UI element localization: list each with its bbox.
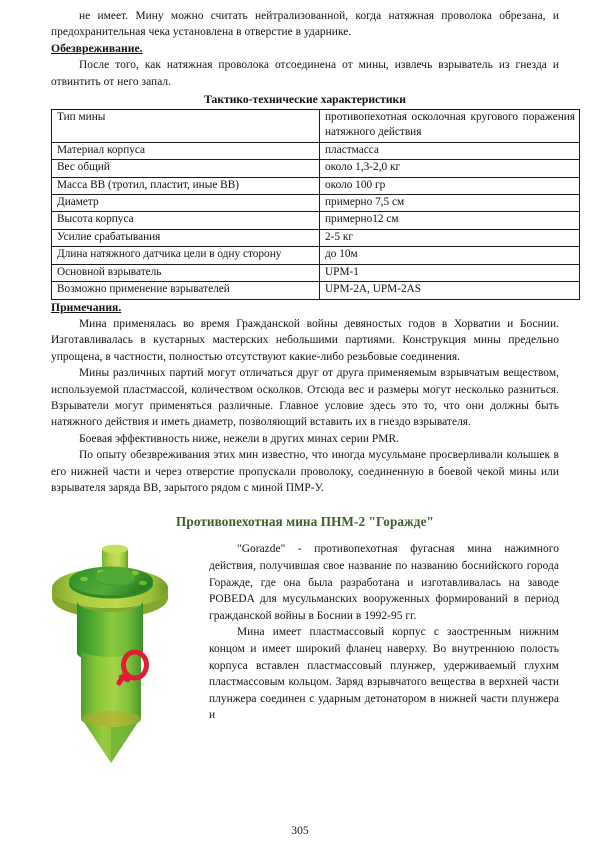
mine-illustration — [39, 541, 209, 769]
table-row — [52, 142, 580, 159]
table-cell-value: UPM-1 — [320, 264, 580, 281]
paragraph-intro-2: После того, как натяжная проволока отсоединена от мины, извлечь взрыватель из гнезда и отвинтить от него запал. — [51, 59, 559, 88]
table-cell-value: противопехотная осколочная кругового поражения натяжного действия — [320, 110, 580, 143]
bolt-bump — [80, 577, 88, 582]
paragraph-notes-2: Мины различных партий могут отличаться друг от друга применяемым взрывчатым веществом, используемой пластмассой, количеством осколков. Отсюда вес и размеры могут несколько разниться. Взрыватели могут применяться различные. Главное условие здесь это то, что они должны быть натяжного действия и иметь диаметр, позволяющий вставить их в гнездо взрывателя. — [51, 367, 559, 429]
paragraph-notes-1: Мина применялась во время Гражданской войны девяностых годов в Хорватии и Боснии. Изготавливалась в кустарных мастерских небольшими партиями. Конструкция мины предельно упрощена, в частности, полностью отсутствуют какие-либо резьбовые соединения. — [51, 317, 559, 363]
specs-table — [51, 109, 580, 299]
table-row — [52, 110, 580, 143]
table-cell-key: Длина натяжного датчика цели в одну сторону — [52, 247, 320, 264]
table-row — [52, 282, 580, 299]
table-cell-value: 2-5 кг — [320, 229, 580, 246]
table-cell-value: пластмасса — [320, 142, 580, 159]
paragraph-section-1: "Gorazde" - противопехотная фугасная мина нажимного действия, получившая свое название по названию боснийского города Горажде, где она была разработана и изготавливалась на заводе POBEDA для мусульманских вооруженных формирований в период гражданской войны в Боснии в 1992-95 гг. — [209, 543, 559, 622]
table-row — [52, 195, 580, 212]
table-cell-value: до 10м — [320, 247, 580, 264]
heading-notes: Примечания. — [51, 300, 122, 314]
section-body — [51, 541, 559, 771]
heading-defuse: Обезвреживание. — [51, 41, 143, 55]
mine-diagram-svg — [39, 541, 209, 769]
table-row — [52, 160, 580, 177]
mine-body-lower — [81, 649, 141, 727]
paragraph-intro-1: не имеет. Мину можно считать нейтрализованной, когда натяжная проволока обрезана, и предохранительная чека установлена в отверстие в ударнике. — [51, 10, 559, 39]
table-row — [52, 247, 580, 264]
table-caption: Тактико-технические характеристики — [204, 93, 406, 107]
table-row — [52, 212, 580, 229]
section-heading-pnm2: Противопехотная мина ПНМ-2 "Горажде" — [176, 514, 434, 530]
table-row — [52, 177, 580, 194]
table-cell-value: около 100 гр — [320, 177, 580, 194]
table-cell-key: Возможно применение взрывателей — [52, 282, 320, 299]
section-text-column — [209, 541, 559, 724]
table-row — [52, 264, 580, 281]
table-cell-key: Тип мины — [52, 110, 320, 143]
table-cell-key: Масса ВВ (тротил, пластит, иные ВВ) — [52, 177, 320, 194]
table-cell-key: Усилие срабатывания — [52, 229, 320, 246]
table-cell-value: около 1,3-2,0 кг — [320, 160, 580, 177]
bolt-bump — [139, 581, 147, 586]
table-cell-value: UPM-2A, UPM-2AS — [320, 282, 580, 299]
table-row — [52, 229, 580, 246]
page-number: 305 — [291, 824, 309, 837]
table-cell-key: Высота корпуса — [52, 212, 320, 229]
table-cell-key: Материал корпуса — [52, 142, 320, 159]
paragraph-notes-3: Боевая эффективность ниже, нежели в других минах серии PMR. — [79, 432, 399, 445]
table-cell-value: примерно12 см — [320, 212, 580, 229]
paragraph-notes-4: По опыту обезвреживания этих мин известно, что иногда мусульмане просверливали колышек в его нижней части и через отверстие пропускали проволоку, соединенную в боевой чекой мины или взрывателя заряда ВВ, зарытого рядом с миной ПМР-У. — [51, 449, 559, 494]
flange-group — [52, 567, 168, 619]
paragraph-section-2: Мина имеет пластмассовый корпус с заостренным нижним концом и имеет широкий фланец наверху. Во внутреннюю полость корпуса вставлен пластмассовый плунжер, удерживаемый глухим пластмассовым кольцом. Заряд взрывчатого вещества в верхней части плунжера соединен с ударным детонатором в нижней части плунжера и — [209, 626, 559, 722]
table-cell-value: примерно 7,5 см — [320, 195, 580, 212]
table-cell-key: Диаметр — [52, 195, 320, 212]
table-cell-key: Основной взрыватель — [52, 264, 320, 281]
table-cell-key: Вес общий — [52, 160, 320, 177]
